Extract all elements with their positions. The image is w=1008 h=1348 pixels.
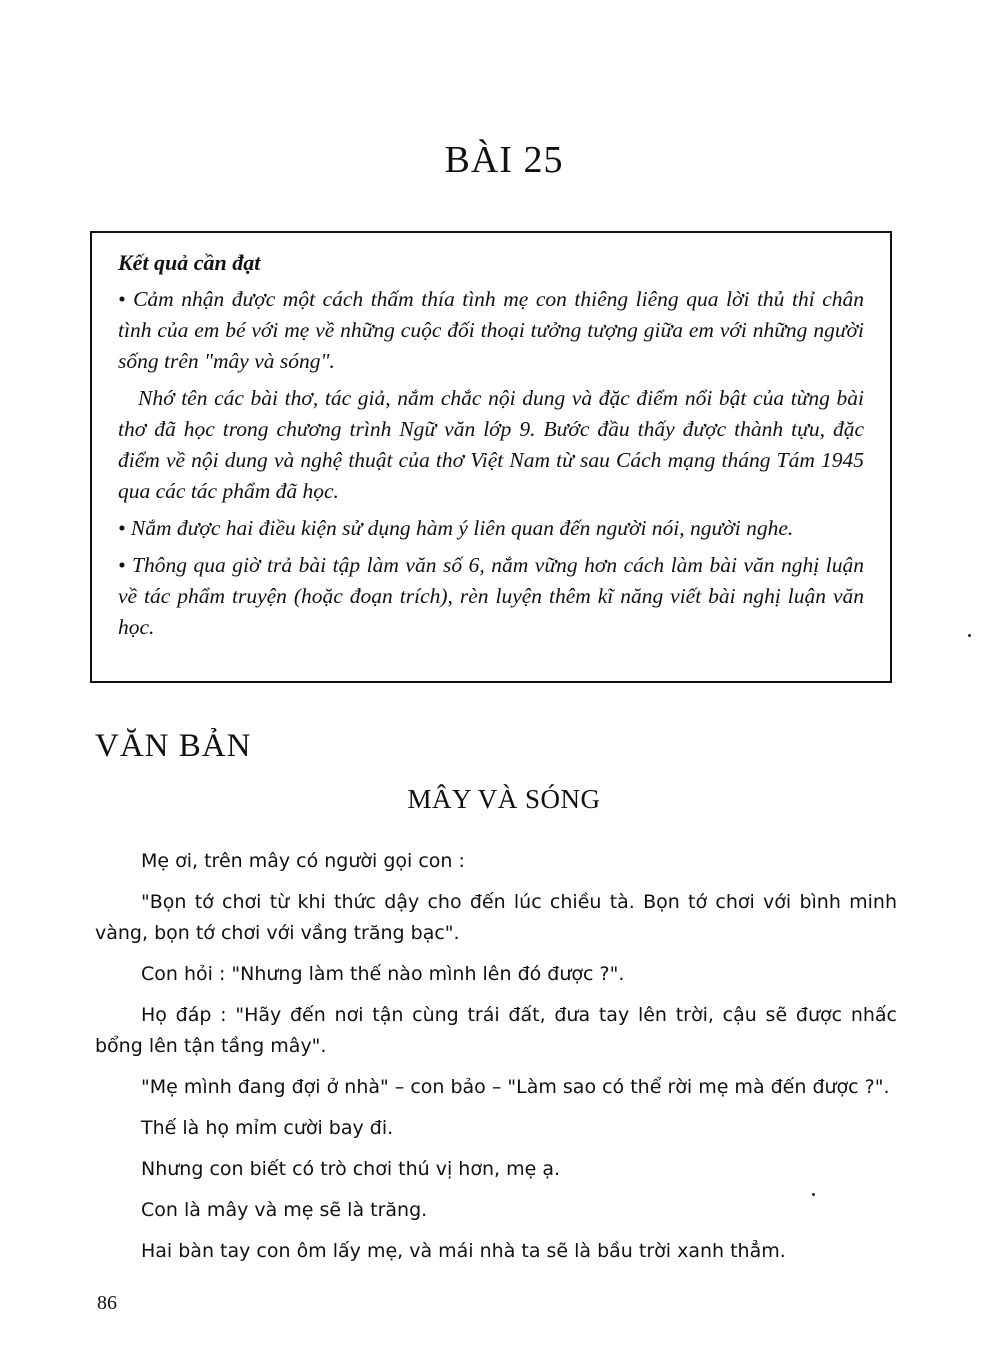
poem-line: Họ đáp : "Hãy đến nơi tận cùng trái đất, đưa tay lên trời, cậu sẽ được nhấc bổng lên tận tầng mây".	[95, 1004, 897, 1057]
section-title: VĂN BẢN	[95, 728, 252, 764]
poem-line: Con là mây và mẹ sẽ là trăng.	[141, 1199, 428, 1221]
goal-item: • Thông qua giờ trả bài tập làm văn số 6, nắm vững hơn cách làm bài văn nghị luận về tác phẩm truyện (hoặc đoạn trích), rèn luyện thêm kĩ năng viết bài nghị luận văn học.	[118, 553, 864, 639]
goals-heading: Kết quả cần đạt	[118, 250, 261, 275]
poem-body	[95, 846, 897, 1277]
lesson-title: BÀI 25	[444, 139, 564, 181]
learning-goals-box	[90, 231, 892, 683]
goal-item: • Cảm nhận được một cách thấm thía tình mẹ con thiêng liêng qua lời thủ thỉ chân tình của em bé với mẹ về những cuộc đối thoại tưởng tượng giữa em với những người sống trên "mây và sóng".	[118, 287, 864, 373]
scan-speck	[968, 634, 971, 637]
poem-line: Nhưng con biết có trò chơi thú vị hơn, mẹ ạ.	[141, 1158, 561, 1180]
poem-line: "Mẹ mình đang đợi ở nhà" – con bảo – "Làm sao có thể rời mẹ mà đến được ?".	[141, 1076, 890, 1098]
scan-speck	[812, 1193, 815, 1196]
poem-line: Mẹ ơi, trên mây có người gọi con :	[141, 850, 465, 872]
poem-title: MÂY VÀ SÓNG	[407, 784, 601, 814]
goal-item: Nhớ tên các bài thơ, tác giả, nắm chắc nội dung và đặc điểm nổi bật của từng bài thơ đã học trong chương trình Ngữ văn lớp 9. Bước đầu thấy được thành tựu, đặc điểm về nội dung và nghệ thuật của thơ Việt Nam từ sau Cách mạng tháng Tám 1945 qua các tác phẩm đã học.	[118, 386, 864, 503]
poem-line: "Bọn tớ chơi từ khi thức dậy cho đến lúc chiều tà. Bọn tớ chơi với bình minh vàng, bọn tớ chơi với vầng trăng bạc".	[95, 891, 897, 944]
poem-line: Thế là họ mỉm cười bay đi.	[141, 1117, 394, 1139]
goal-item: • Nắm được hai điều kiện sử dụng hàm ý liên quan đến người nói, người nghe.	[118, 516, 794, 540]
page-number: 86	[97, 1292, 117, 1314]
poem-line: Hai bàn tay con ôm lấy mẹ, và mái nhà ta sẽ là bầu trời xanh thẳm.	[141, 1240, 786, 1262]
poem-line: Con hỏi : "Nhưng làm thế nào mình lên đó được ?".	[141, 963, 625, 985]
